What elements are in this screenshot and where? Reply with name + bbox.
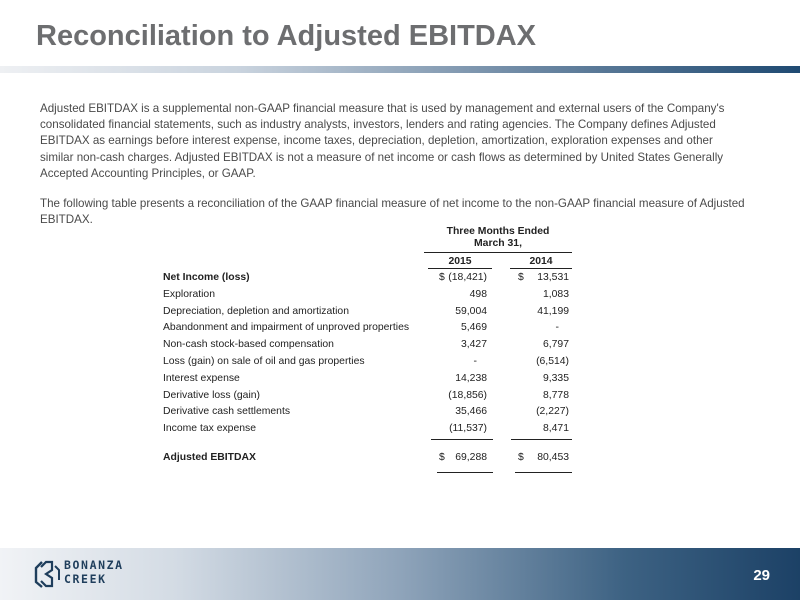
period-header-line-1: Three Months Ended [446, 226, 550, 237]
total-row [161, 450, 573, 467]
table-row [161, 337, 573, 354]
value-2014: 6,797 [542, 339, 569, 351]
table-row [161, 270, 573, 287]
year-header-2015: 2015 [428, 256, 492, 269]
value-2015: 5,469 [460, 322, 487, 334]
value-2014: 8,778 [542, 389, 569, 401]
subtotal-rule-2015 [431, 439, 493, 440]
logo-wordmark [64, 558, 124, 586]
year-header-2014: 2014 [510, 256, 572, 269]
row-label: Income tax expense [163, 423, 256, 435]
total-rule-2015 [437, 472, 493, 473]
value-2014: 13,531 [537, 272, 569, 283]
currency-symbol: $ [518, 272, 524, 283]
table-row [161, 287, 573, 304]
row-label: Depreciation, depletion and amortization [163, 305, 349, 317]
table-row [161, 304, 573, 321]
value-2015: 35,466 [455, 406, 487, 418]
value-2015: 3,427 [460, 339, 487, 351]
value-2015: 498 [469, 288, 487, 300]
slide-title: Reconciliation to Adjusted EBITDAX [36, 20, 537, 52]
total-value-2015: 69,288 [455, 451, 487, 463]
intro-text [40, 101, 745, 242]
value-2014: 8,471 [542, 423, 569, 435]
logo-line-2: CREEK [64, 572, 107, 586]
currency-symbol: $ [439, 451, 445, 463]
row-label: Net Income (loss) [163, 272, 250, 283]
value-2015: 14,238 [455, 372, 487, 384]
currency-symbol: $ [439, 272, 445, 283]
total-value-2014: 80,453 [537, 451, 569, 463]
subtotal-rule-2014 [511, 439, 572, 440]
page-number: 29 [753, 567, 770, 584]
row-label: Abandonment and impairment of unproved properties [163, 322, 410, 334]
value-2014: (6,514) [536, 355, 569, 367]
title-divider-bar [0, 66, 800, 73]
table-row [161, 371, 573, 388]
table-body [161, 270, 573, 467]
value-2014: 1,083 [542, 288, 569, 300]
table-row [161, 388, 573, 405]
value-2014: 9,335 [542, 372, 569, 384]
value-2015: (11,537) [449, 423, 487, 435]
period-header-line-2: March 31, [474, 238, 522, 249]
value-2014: (2,227) [536, 406, 569, 418]
row-label: Derivative cash settlements [163, 406, 291, 418]
table-row [161, 320, 573, 337]
value-2015: - [473, 355, 477, 367]
row-label: Exploration [163, 288, 215, 300]
period-header [424, 226, 572, 253]
logo-line-1: BONANZA [64, 558, 124, 572]
value-2014: 41,199 [537, 305, 569, 317]
value-2015: (18,856) [448, 389, 487, 401]
table-row [161, 421, 573, 438]
intro-paragraph-1: Adjusted EBITDAX is a supplemental non-GAAP financial measure that is used by management and external users of the Company's consolidated financial statements, such as industry analysts, investors, lenders and rating agencies. The Company defines Adjusted EBITDAX as earnings before interest expense, income taxes, depreciation, depletion, amortization, exploration expenses and other similar non-cash charges. Adjusted EBITDAX is not a measure of net income or cash flows as determined by United States Generally Accepted Accounting Principles, or GAAP. [40, 102, 725, 180]
intro-paragraph-2: The following table presents a reconciliation of the GAAP financial measure of net income to the non-GAAP financial measure of Adjusted EBITDAX. [40, 197, 745, 227]
value-2014: - [555, 322, 559, 334]
year-header-row [161, 256, 573, 270]
table-row [161, 354, 573, 371]
total-rule-2014 [515, 472, 572, 473]
row-label: Derivative loss (gain) [163, 389, 261, 401]
value-2015: (18,421) [448, 272, 487, 283]
total-label: Adjusted EBITDAX [163, 451, 256, 463]
row-label: Loss (gain) on sale of oil and gas properties [163, 355, 365, 367]
table-row [161, 404, 573, 421]
value-2015: 59,004 [455, 305, 487, 317]
currency-symbol: $ [518, 451, 524, 463]
row-label: Interest expense [163, 372, 240, 384]
row-label: Non-cash stock-based compensation [163, 339, 334, 351]
